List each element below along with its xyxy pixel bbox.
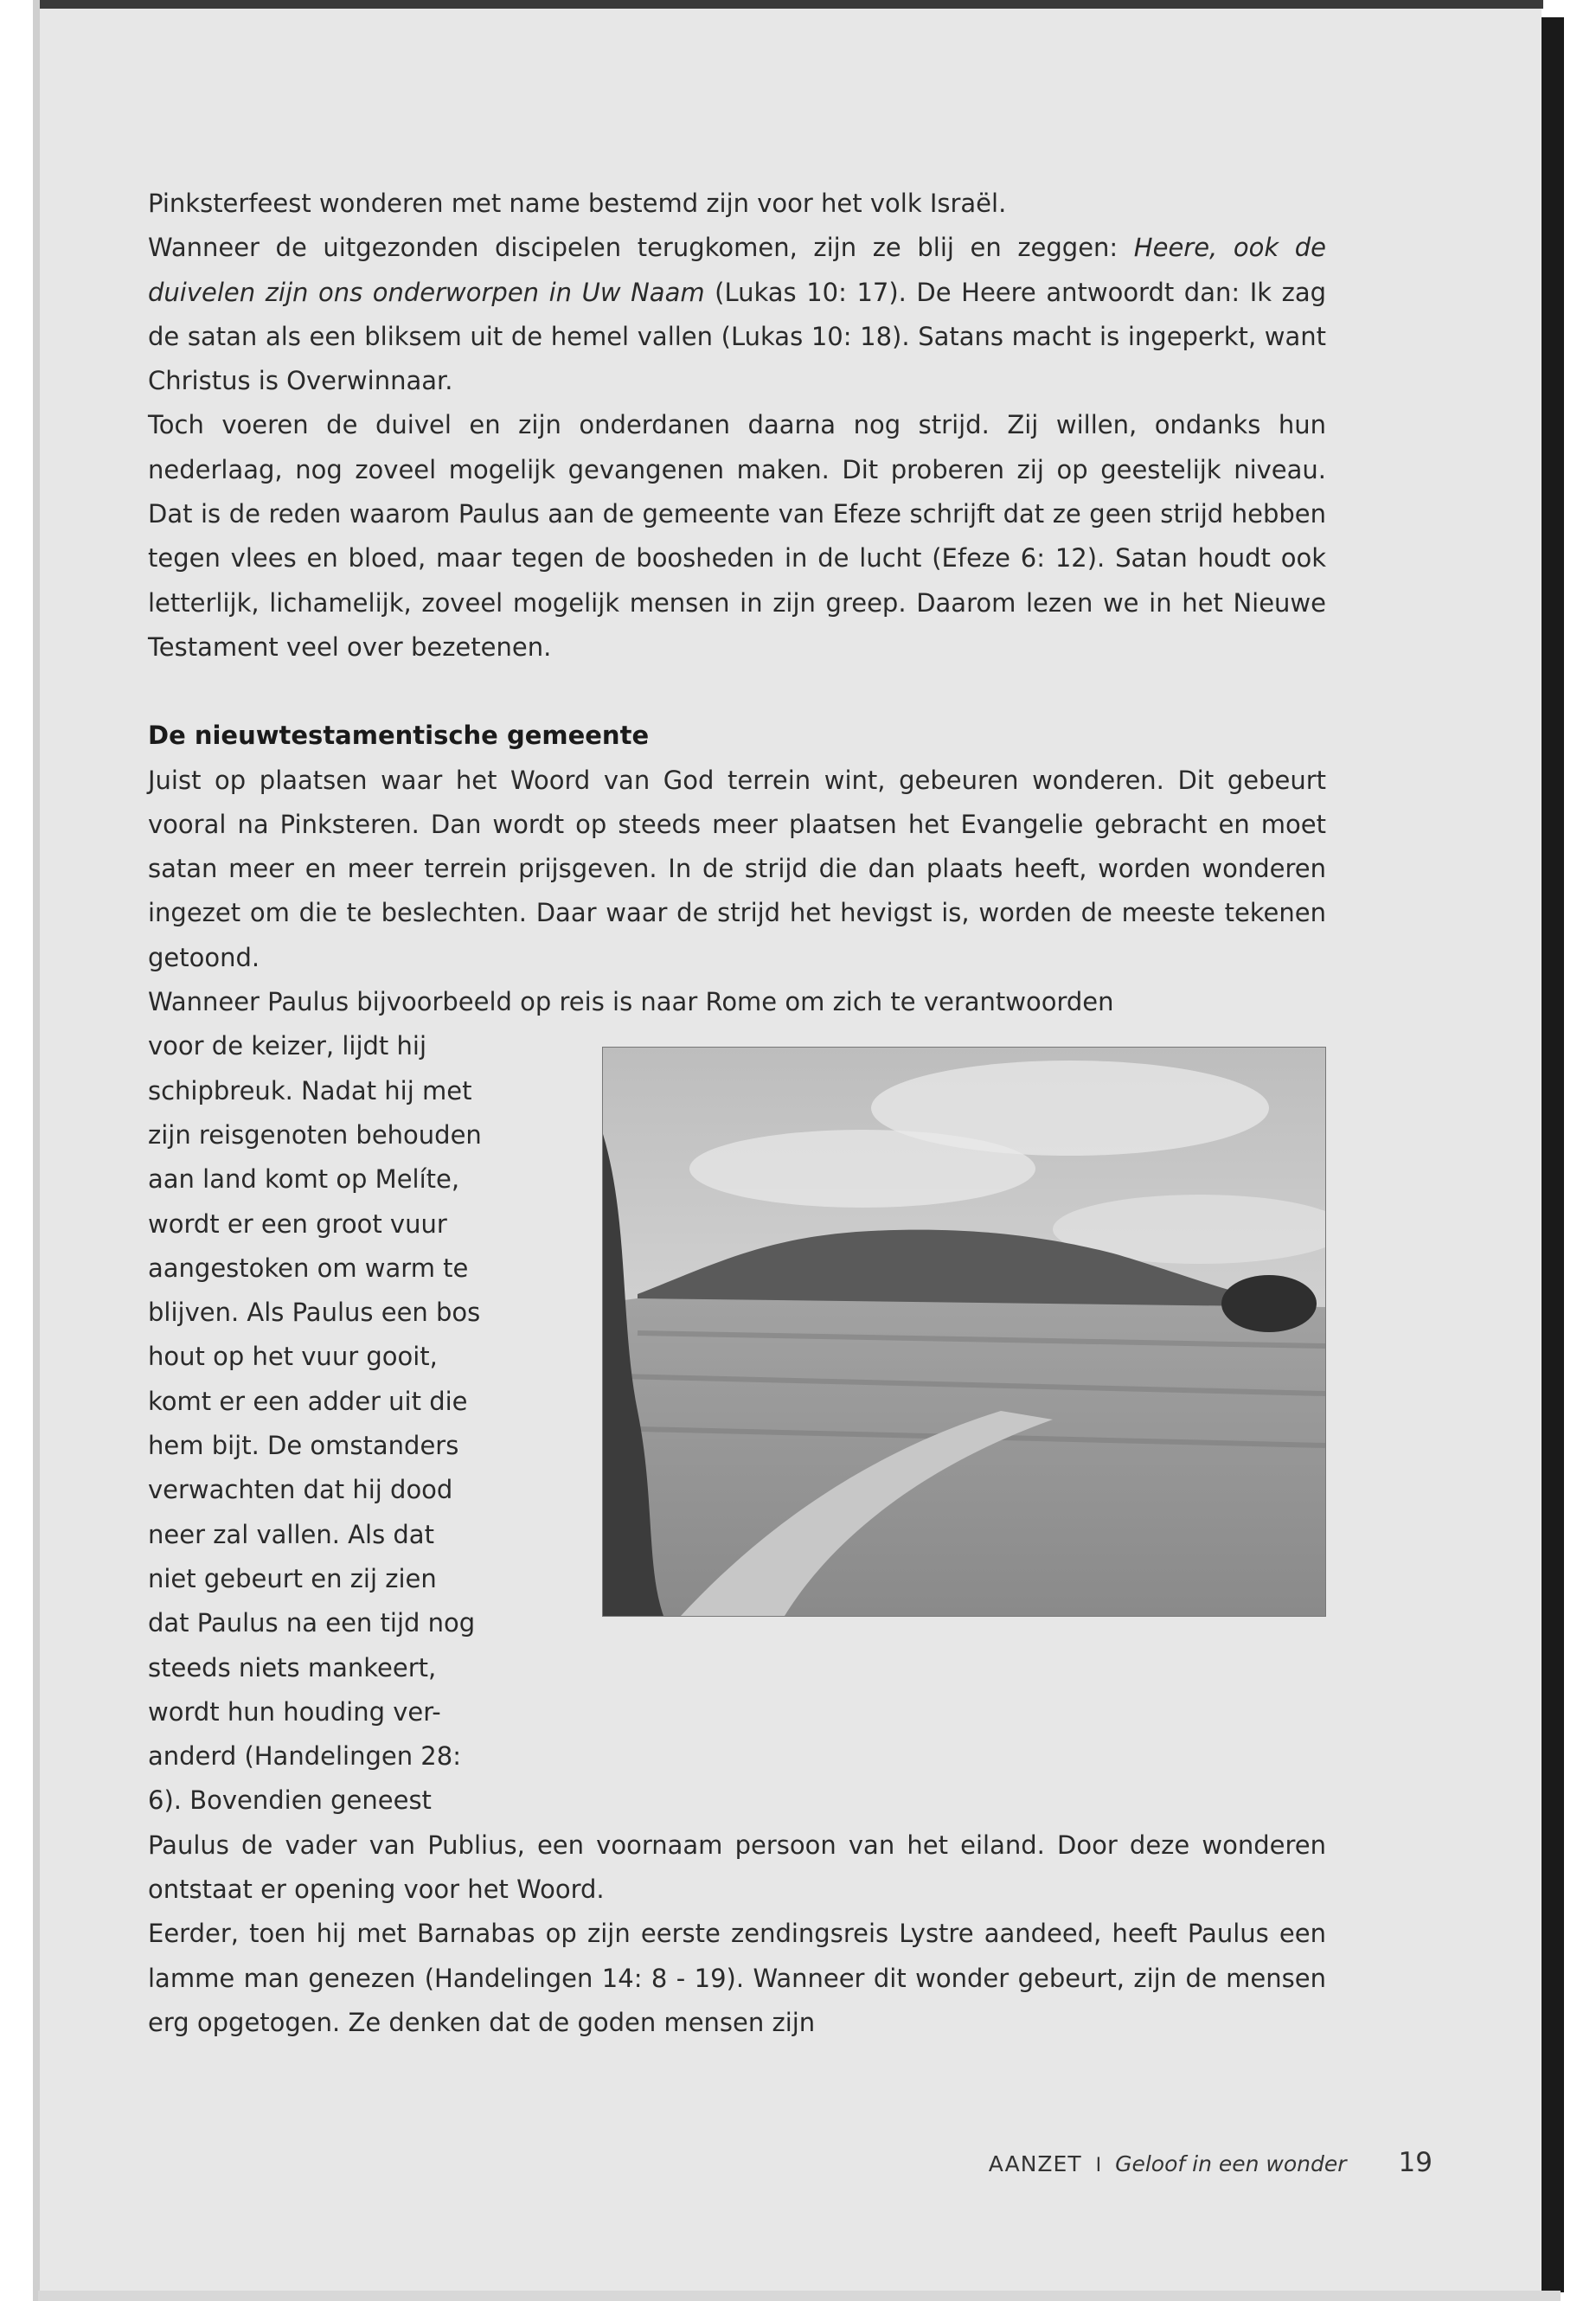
footer-separator: I bbox=[1095, 2155, 1102, 2176]
text-line: zijn reisgenoten behouden bbox=[148, 1119, 482, 1150]
paragraph: Pinksterfeest wonderen met name bestemd zijn voor het volk Israël. bbox=[148, 189, 1007, 218]
paragraph-rest: (Lukas 10: 17). De Heere antwoordt dan: Ik zag de satan als een bliksem uit de hemel vallen (Lukas 10: 18). Satans macht is ingeperkt, want Christus is Overwinnaar. bbox=[148, 277, 1327, 396]
book-title: Geloof in een wonder bbox=[1115, 2151, 1347, 2176]
text-line: wordt er een groot vuur bbox=[148, 1208, 447, 1239]
landscape-illustration bbox=[603, 1048, 1325, 1616]
paragraph-lead: Wanneer Paulus bijvoorbeeld op reis is naar Rome om zich te verantwoorden bbox=[148, 987, 1114, 1017]
text-line: blijven. Als Paulus een bos bbox=[148, 1298, 481, 1328]
paragraph-intro: Wanneer de uitgezonden discipelen terugkomen, zijn ze blij en zeggen: bbox=[148, 233, 1134, 263]
scan-border-left bbox=[33, 0, 40, 2301]
wrapped-text-column bbox=[148, 1024, 524, 1823]
text-line: steeds niets mankeert, bbox=[148, 1652, 437, 1682]
book-page bbox=[40, 9, 1542, 2291]
text-line: niet gebeurt en zij zien bbox=[148, 1563, 437, 1593]
scan-border-bottom bbox=[38, 2291, 1561, 2301]
scan-border-top bbox=[38, 0, 1543, 9]
scripture-quote: Heere, ook de duivelen zijn ons onderworpen in Uw Naam bbox=[148, 233, 1326, 307]
paragraph: Juist op plaatsen waar het Woord van God terrein wint, gebeuren wonderen. Dit gebeurt vooral na Pinksteren. Dan wordt op steeds meer plaatsen het Evangelie gebracht en moet satan meer en meer terrein prijsgeven. In de strijd die dan plaats heeft, worden wonderen ingezet om die te beslechten. Daar waar de strijd het hevigst is, worden de meeste tekenen getoond. bbox=[148, 765, 1326, 972]
cloud bbox=[689, 1130, 1035, 1208]
text-image-wrap bbox=[148, 1024, 1326, 1823]
text-line: voor de keizer, lijdt hij bbox=[148, 1031, 427, 1061]
text-line: dat Paulus na een tijd nog bbox=[148, 1608, 476, 1638]
paragraph-disciples bbox=[148, 226, 1326, 403]
text-line: aan land komt op Melíte, bbox=[148, 1164, 460, 1195]
paragraph-tail: Paulus de vader van Publius, een voornaam persoon van het eiland. Door deze wonderen ontstaat er opening voor het Woord. bbox=[148, 1830, 1326, 1904]
text-line: 6). Bovendien geneest bbox=[148, 1785, 432, 1816]
text-line: hem bijt. De omstanders bbox=[148, 1431, 459, 1461]
page-footer bbox=[948, 2147, 1433, 2178]
running-head: AANZET bbox=[988, 2151, 1082, 2176]
text-line: aangestoken om warm te bbox=[148, 1253, 469, 1283]
landscape-photo bbox=[602, 1047, 1326, 1617]
text-line: neer zal vallen. Als dat bbox=[148, 1519, 434, 1549]
text-line: komt er een adder uit die bbox=[148, 1386, 468, 1416]
text-line: hout op het vuur gooit, bbox=[148, 1342, 438, 1372]
paragraph: Toch voeren de duivel en zijn onderdanen daarna nog strijd. Zij willen, ondanks hun nederlaag, nog zoveel mogelijk gevangenen maken. Dit proberen zij op geestelijk niveau. Dat is de reden waarom Paulus aan de gemeente van Efeze schrijft dat ze geen strijd hebben tegen vlees en bloed, maar tegen de boosheden in de lucht (Efeze 6: 12). Satan houdt ook letterlijk, lichamelijk, zoveel mogelijk mensen in zijn greep. Daarom lezen we in het Nieuwe Testament veel over bezetenen. bbox=[148, 410, 1326, 662]
paragraph: Eerder, toen hij met Barnabas op zijn eerste zendingsreis Lystre aandeed, heeft Paulus een lamme man genezen (Handelingen 14: 8 - 19). Wanneer dit wonder gebeurt, zijn de mensen erg opgetogen. Ze denken dat de goden mensen zijn bbox=[148, 1919, 1326, 2037]
page-number: 19 bbox=[1398, 2147, 1433, 2178]
text-line: anderd (Handelingen 28: bbox=[148, 1741, 461, 1772]
tree bbox=[1221, 1275, 1317, 1332]
section-heading: De nieuwtestamentische gemeente bbox=[148, 721, 650, 751]
text-line: wordt hun houding ver- bbox=[148, 1696, 441, 1727]
text-line: verwachten dat hij dood bbox=[148, 1475, 453, 1505]
body-text bbox=[148, 182, 1326, 2045]
scan-border-right bbox=[1542, 17, 1564, 2292]
text-line: schipbreuk. Nadat hij met bbox=[148, 1075, 472, 1106]
